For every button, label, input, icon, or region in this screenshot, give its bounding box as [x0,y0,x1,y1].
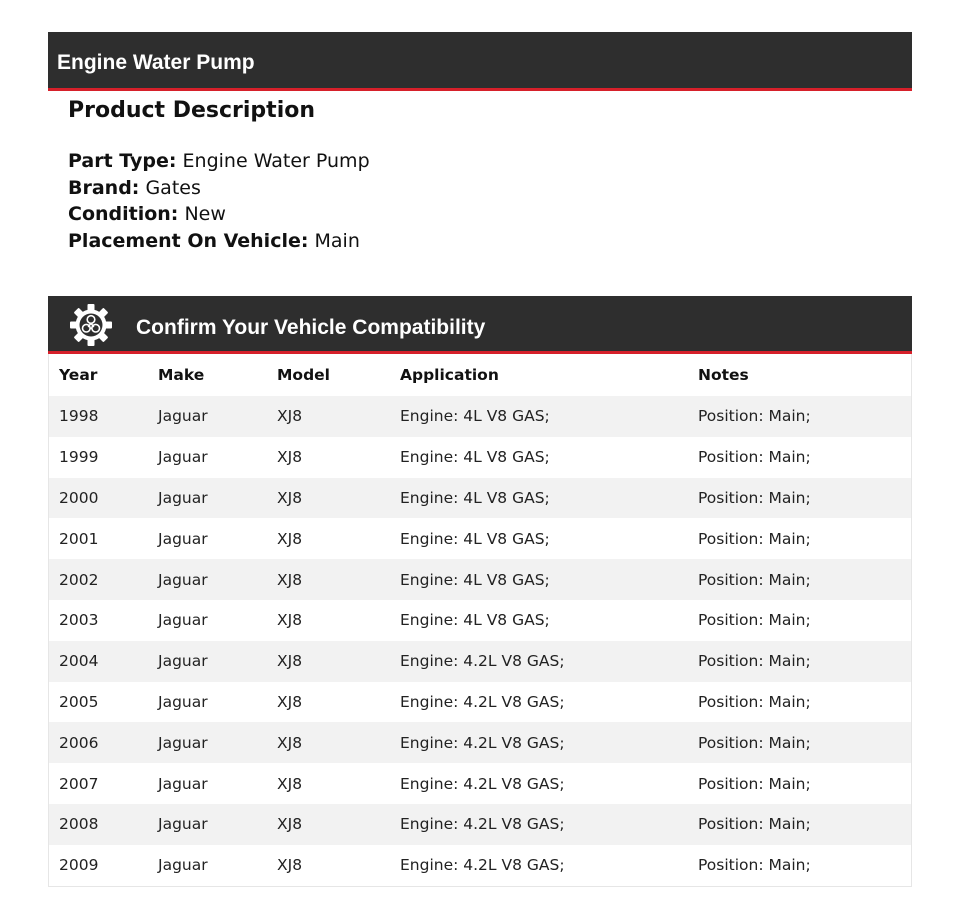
table-header-row [49,354,911,396]
cell-model: XJ8 [267,641,390,682]
column-header-year: Year [59,366,98,384]
cell-notes: Position: Main; [688,722,911,763]
cell-make: Jaguar [148,559,267,600]
compatibility-table [48,354,912,887]
cell-model: XJ8 [267,804,390,845]
cell-make: Jaguar [148,641,267,682]
table-row [49,437,911,478]
spec-part-type [68,148,370,175]
cell-notes: Position: Main; [688,478,911,519]
cell-notes: Position: Main; [688,763,911,804]
cell-make: Jaguar [148,682,267,723]
gear-icon [69,303,113,347]
cell-year: 2003 [49,600,148,641]
column-header-application: Application [400,366,499,384]
cell-year: 2001 [49,518,148,559]
cell-model: XJ8 [267,559,390,600]
cell-model: XJ8 [267,845,390,886]
cell-model: XJ8 [267,437,390,478]
spec-value: Main [314,229,360,252]
cell-application: Engine: 4L V8 GAS; [390,437,688,478]
spec-label: Condition: [68,203,179,225]
cell-model: XJ8 [267,478,390,519]
spec-label: Part Type: [68,150,177,172]
cell-application: Engine: 4L V8 GAS; [390,396,688,437]
table-row [49,600,911,641]
product-description [68,96,370,254]
cell-make: Jaguar [148,845,267,886]
spec-label: Placement On Vehicle: [68,229,309,252]
cell-year: 1998 [49,396,148,437]
cell-make: Jaguar [148,600,267,641]
spec-placement [68,228,370,255]
cell-year: 2000 [49,478,148,519]
cell-application: Engine: 4L V8 GAS; [390,478,688,519]
spec-brand [68,175,370,202]
cell-application: Engine: 4L V8 GAS; [390,559,688,600]
cell-model: XJ8 [267,763,390,804]
table-row [49,641,911,682]
cell-notes: Position: Main; [688,600,911,641]
cell-model: XJ8 [267,682,390,723]
table-row [49,763,911,804]
cell-application: Engine: 4.2L V8 GAS; [390,641,688,682]
spec-list [68,148,370,254]
description-heading: Product Description [68,98,316,123]
column-header-model: Model [277,366,330,384]
cell-make: Jaguar [148,804,267,845]
cell-notes: Position: Main; [688,641,911,682]
cell-notes: Position: Main; [688,845,911,886]
table-row [49,722,911,763]
table-row [49,559,911,600]
cell-model: XJ8 [267,518,390,559]
cell-make: Jaguar [148,478,267,519]
cell-notes: Position: Main; [688,559,911,600]
cell-notes: Position: Main; [688,437,911,478]
compatibility-title: Confirm Your Vehicle Compatibility [136,316,486,339]
column-header-make: Make [158,366,205,384]
cell-year: 2005 [49,682,148,723]
cell-application: Engine: 4.2L V8 GAS; [390,682,688,723]
table-row [49,804,911,845]
cell-year: 2002 [49,559,148,600]
cell-application: Engine: 4.2L V8 GAS; [390,722,688,763]
spec-value: Gates [145,176,201,199]
cell-year: 2006 [49,722,148,763]
cell-make: Jaguar [148,722,267,763]
table-row [49,682,911,723]
cell-year: 2009 [49,845,148,886]
cell-application: Engine: 4.2L V8 GAS; [390,804,688,845]
cell-year: 1999 [49,437,148,478]
column-header-notes: Notes [698,366,749,384]
cell-application: Engine: 4L V8 GAS; [390,600,688,641]
cell-make: Jaguar [148,396,267,437]
cell-make: Jaguar [148,518,267,559]
cell-year: 2007 [49,763,148,804]
spec-value: Engine Water Pump [182,150,370,172]
table-row [49,396,911,437]
spec-condition [68,201,370,228]
cell-year: 2004 [49,641,148,682]
compatibility-header-bar [48,296,912,354]
product-title: Engine Water Pump [57,51,255,74]
cell-model: XJ8 [267,396,390,437]
cell-model: XJ8 [267,722,390,763]
cell-application: Engine: 4.2L V8 GAS; [390,763,688,804]
cell-notes: Position: Main; [688,518,911,559]
cell-notes: Position: Main; [688,804,911,845]
cell-notes: Position: Main; [688,682,911,723]
cell-application: Engine: 4L V8 GAS; [390,518,688,559]
cell-application: Engine: 4.2L V8 GAS; [390,845,688,886]
spec-value: New [184,203,226,225]
table-row [49,518,911,559]
table-row [49,478,911,519]
product-title-bar [48,32,912,91]
cell-make: Jaguar [148,763,267,804]
cell-notes: Position: Main; [688,396,911,437]
spec-label: Brand: [68,176,140,199]
cell-model: XJ8 [267,600,390,641]
cell-year: 2008 [49,804,148,845]
cell-make: Jaguar [148,437,267,478]
table-row [49,845,911,886]
